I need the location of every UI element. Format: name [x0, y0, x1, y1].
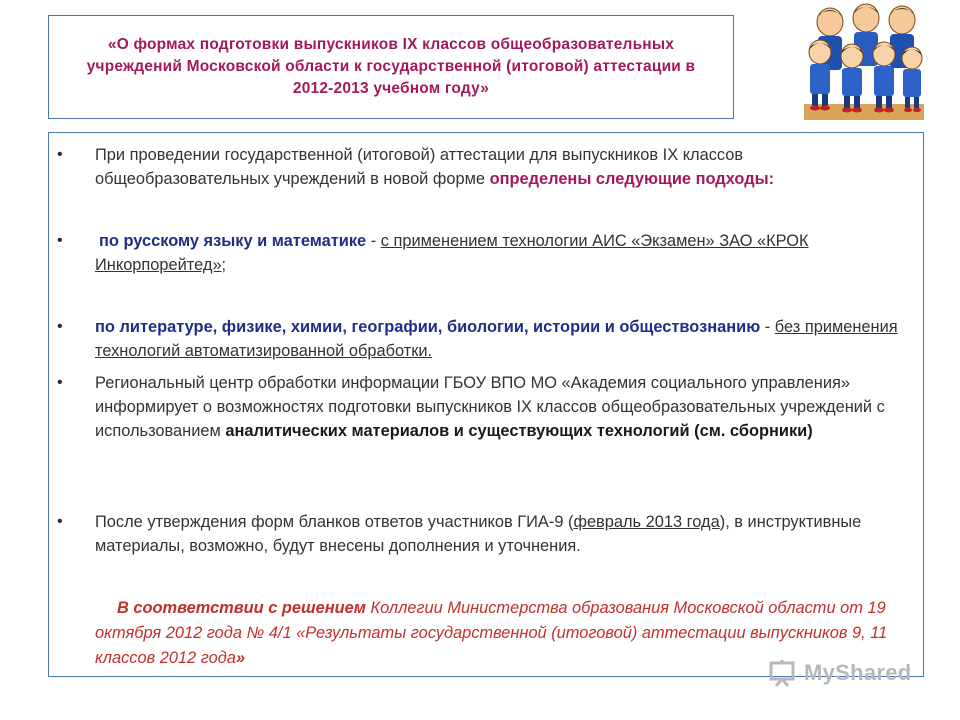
bullet-text-end: ), в инструктивные материалы, возможно, будут внесены дополнения и уточнения. — [95, 513, 862, 555]
cartoon-schoolchildren-icon — [800, 0, 928, 122]
bullet-regional-center — [57, 371, 917, 443]
bullet-other-subjects — [57, 315, 917, 363]
content-box — [48, 132, 924, 677]
resolution-lead: В соответствии с решением — [117, 599, 366, 617]
subjects-text: по литературе, физике, химии, географии, биологии, истории и обществознанию — [95, 318, 761, 336]
bullet-marker: • — [57, 232, 63, 249]
watermark — [768, 658, 912, 688]
bullet-marker: • — [57, 146, 63, 163]
dash-text: - — [760, 318, 775, 336]
subjects-text: по русскому языку и математике — [99, 232, 367, 250]
bullet-text: Региональный центр обработки информации ГБОУ ВПО МО «Академия социального управления» информирует о возможностях подготовки выпускников IX классов общеобразовательных учреждений с использованием — [95, 374, 885, 440]
bullet-russian-math — [57, 229, 917, 277]
resolution-closing: » — [235, 649, 246, 667]
bullet-marker: • — [57, 374, 63, 391]
bullet-marker: • — [57, 513, 63, 530]
method-text: с применением технологии АИС «Экзамен» ЗАО «КРОК Инкорпорейтед»; — [95, 232, 809, 274]
bullet-marker: • — [57, 318, 63, 335]
watermark-text: MyShared — [804, 660, 912, 685]
title-box — [48, 15, 734, 119]
bullet-text: После утверждения форм бланков ответов участников ГИА-9 ( — [95, 513, 574, 531]
highlight-text: аналитических материалов и существующих технологий (см. сборники) — [225, 422, 813, 440]
method-text: без применения технологий автоматизированной обработки. — [95, 318, 898, 360]
presentation-board-icon — [768, 659, 800, 687]
slide-title: «О формах подготовки выпускников IX классов общеобразовательных учреждений Московской области к государственной (итоговой) аттестации в 2012-2013 учебном году» — [86, 36, 696, 97]
bullet-text: При проведении государственной (итоговой) аттестации для выпускников IX классов общеобразовательных учреждений в новой форме — [95, 146, 744, 188]
highlight-text: определены следующие подходы: — [489, 170, 775, 188]
bullet-forms-approval — [57, 510, 917, 558]
date-text: февраль 2013 года — [573, 513, 720, 531]
resolution-text: Коллегии Министерства образования Московской области от 19 октября 2012 года № 4/1 «Результаты государственной (итоговой) аттестации выпускников 9, 11 классов 2012 года — [95, 599, 888, 667]
bullet-approaches — [57, 143, 917, 191]
dash-text: - — [366, 232, 381, 250]
